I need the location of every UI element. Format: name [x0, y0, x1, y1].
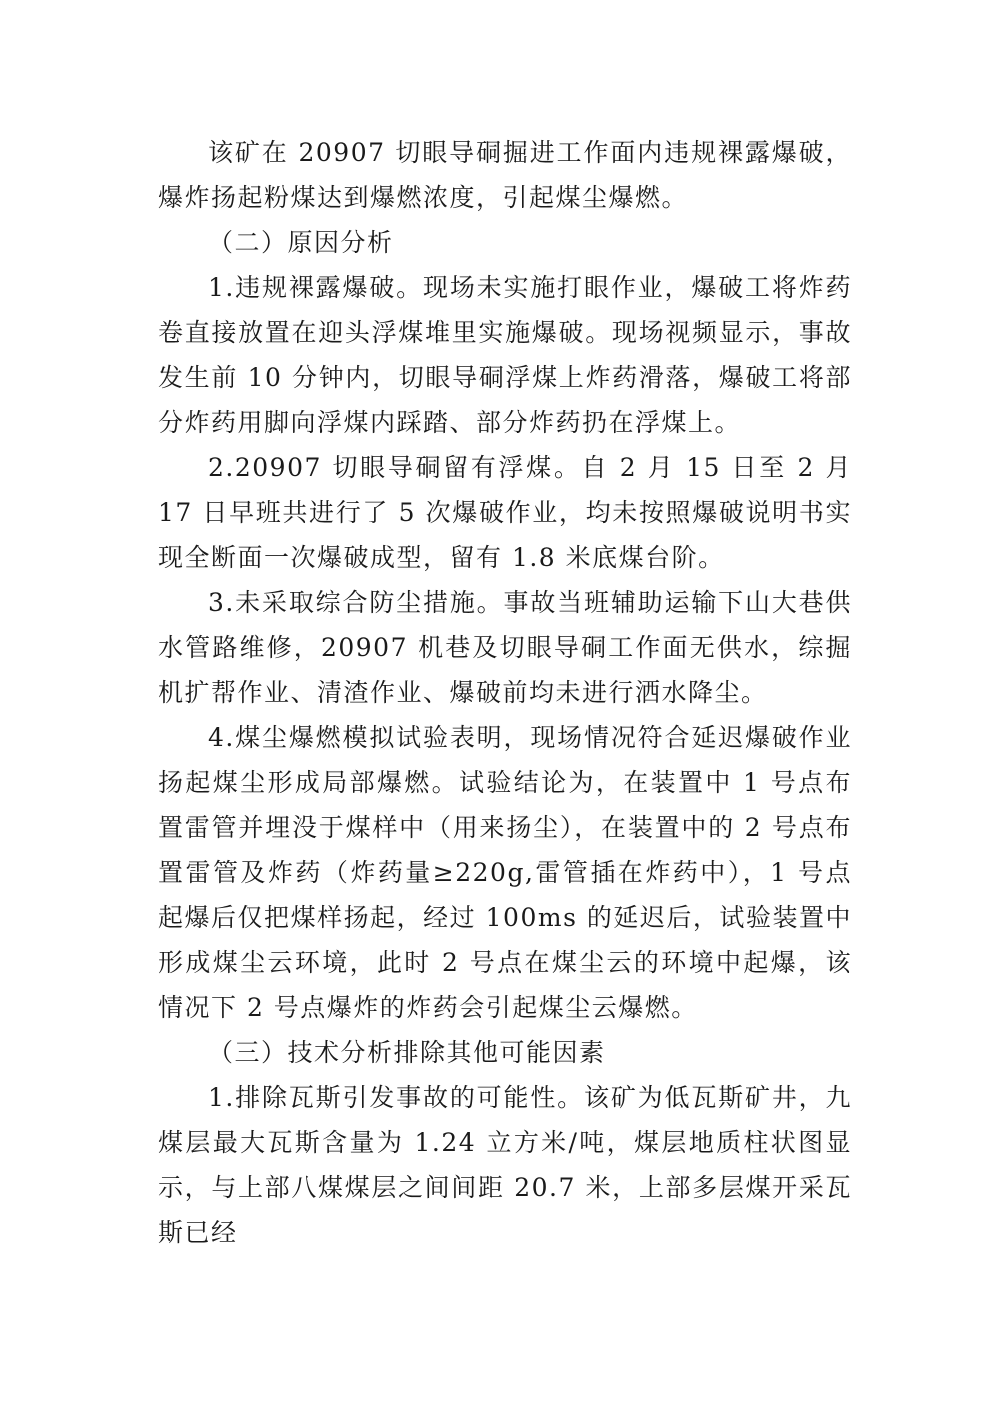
paragraph-cause-3: 3.未采取综合防尘措施。事故当班辅助运输下山大巷供水管路维修，20907 机巷及切眼导硐工作面无供水，综掘机扩帮作业、清渣作业、爆破前均未进行洒水降尘。	[158, 588, 852, 707]
document-body	[158, 130, 852, 1255]
paragraph-conclusion: 该矿在 20907 切眼导硐掘进工作面内违规裸露爆破，爆炸扬起粉煤达到爆燃浓度，引起煤尘爆燃。	[158, 138, 852, 212]
paragraph-exclusion-1: 1.排除瓦斯引发事故的可能性。该矿为低瓦斯矿井，九煤层最大瓦斯含量为 1.24 立方米/吨，煤层地质柱状图显示，与上部八煤煤层之间间距 20.7 米，上部多层煤开采瓦斯已经	[158, 1083, 852, 1247]
section-heading-cause-analysis: （二）原因分析	[208, 228, 394, 257]
paragraph-cause-4: 4.煤尘爆燃模拟试验表明，现场情况符合延迟爆破作业扬起煤尘形成局部爆燃。试验结论为，在装置中 1 号点布置雷管并埋没于煤样中（用来扬尘），在装置中的 2 号点布置雷管及炸药（炸药量≥220g,雷管插在炸药中），1 号点起爆后仅把煤样扬起，经过 100ms 的延迟后，试验装置中形成煤尘云环境，此时 2 号点在煤尘云的环境中起爆，该情况下 2 号点爆炸的炸药会引起煤尘云爆燃。	[158, 723, 852, 1022]
paragraph-cause-1: 1.违规裸露爆破。现场未实施打眼作业，爆破工将炸药卷直接放置在迎头浮煤堆里实施爆破。现场视频显示，事故发生前 10 分钟内，切眼导硐浮煤上炸药滑落，爆破工将部分炸药用脚向浮煤内踩踏、部分炸药扔在浮煤上。	[158, 273, 852, 437]
section-heading-technical-analysis: （三）技术分析排除其他可能因素	[208, 1038, 606, 1067]
paragraph-cause-2: 2.20907 切眼导硐留有浮煤。自 2 月 15 日至 2 月 17 日早班共进行了 5 次爆破作业，均未按照爆破说明书实现全断面一次爆破成型，留有 1.8 米底煤台阶。	[158, 453, 852, 572]
